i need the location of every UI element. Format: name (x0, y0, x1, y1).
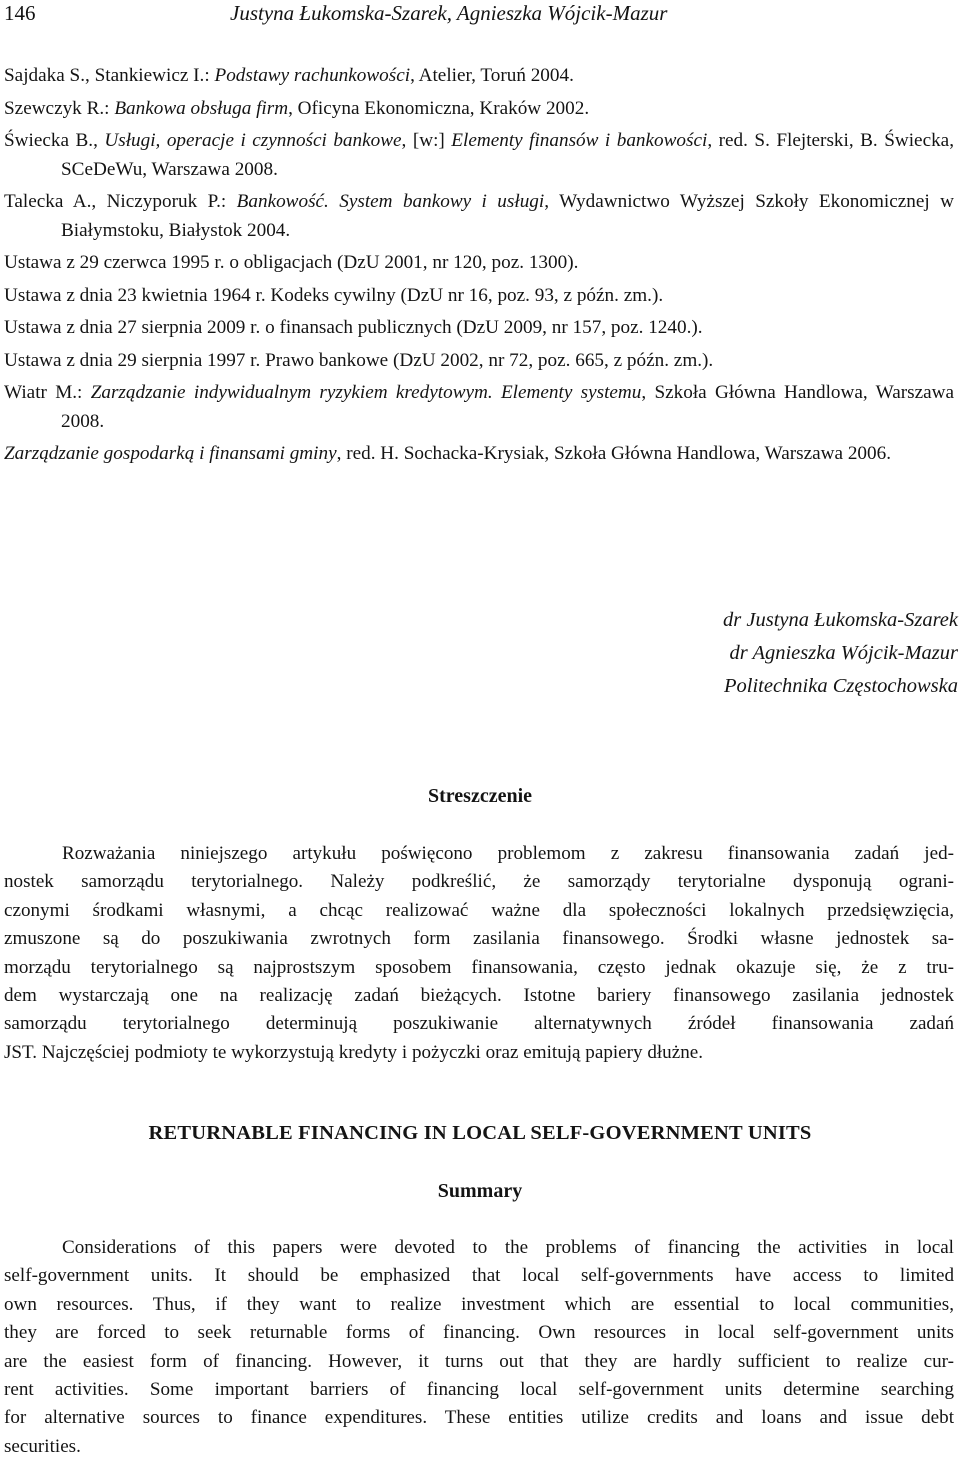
text-line: nostek samorządu terytorialnego. Należy podkreślić, że samorządy terytorialne dysponują ograni- (4, 871, 954, 893)
text-line: Considerations of this papers were devoted to the problems of financing the activities in local (62, 1237, 954, 1258)
author-name: dr Agnieszka Wójcik-Mazur (729, 642, 958, 664)
bibliography (4, 62, 954, 473)
summary-heading: Summary (437, 1180, 523, 1202)
institution-name: Politechnika Częstochowska (724, 675, 958, 697)
text-line: for alternative sources to finance expenditures. These entities utilize credits and loans and issue debt (4, 1407, 954, 1429)
page-number: 146 (4, 1, 36, 25)
summary-english (4, 1234, 954, 1461)
text-line: own resources. Thus, if they want to realize investment which are essential to local communities, (4, 1293, 954, 1315)
text-line: morządu terytorialnego są najprostszym sposobem finansowania, często jednak okazuje się, że z tru- (4, 956, 954, 978)
text-line: rent activities. Some important barriers of financing local self-government units determine searching (4, 1379, 954, 1401)
header-authors: Justyna Łukomska-Szarek, Agnieszka Wójcik-Mazur (230, 1, 668, 25)
text-line: they are forced to seek returnable forms of financing. Own resources in local self-government units (4, 1322, 954, 1344)
text-line: JST. Najczęściej podmioty te wykorzystują kredyty i pożyczki oraz emitują papiery dłużne. (4, 1041, 703, 1063)
reference-item: Ustawa z 29 czerwca 1995 r. o obligacjach (DzU 2001, nr 120, poz. 1300). (4, 252, 579, 273)
reference-item: Świecka B., Usługi, operacje i czynności bankowe, [w:] Elementy finansów i bankowości, red. S. Flejterski, B. Świecka, SCeDeWu, Warszawa 2008. (4, 130, 954, 180)
text-line: zmuszone są do poszukiwania zwrotnych form zasilania finansowego. Środki własne jednostek sa- (4, 928, 954, 950)
text-line: samorządu terytorialnego determinują poszukiwanie alternatywnych źródeł finansowania zadań (4, 1013, 954, 1035)
author-name: dr Justyna Łukomska-Szarek (723, 609, 958, 631)
abstract-heading: Streszczenie (427, 785, 533, 807)
reference-item: Wiatr M.: Zarządzanie indywidualnym ryzykiem kredytowym. Elementy systemu, Szkoła Główna Handlowa, Warszawa 2008. (4, 382, 954, 432)
text-line: are the easiest form of financing. However, it turns out that they are hardly sufficient to realize cur- (4, 1350, 954, 1372)
author-affiliation (723, 604, 958, 703)
text-line: Rozważania niniejszego artykułu poświęcono problemom z zakresu finansowania zadań jed- (62, 843, 954, 864)
reference-item: Ustawa z dnia 29 sierpnia 1997 r. Prawo bankowe (DzU 2002, nr 72, poz. 665, z późn. zm.). (4, 349, 714, 371)
text-line: czonymi środkami własnymi, a chcąc realizować ważne dla społeczności lokalnych przedsięwzięcia, (4, 899, 954, 921)
english-title: RETURNABLE FINANCING IN LOCAL SELF-GOVERNMENT UNITS (148, 1122, 812, 1144)
reference-item: Talecka A., Niczyporuk P.: Bankowość. System bankowy i usługi, Wydawnictwo Wyższej Szkoły Ekonomicznej w Białymstoku, Białystok 2004. (4, 191, 954, 241)
text-line: dem wystarczają one na realizację zadań bieżących. Istotne bariery finansowego zasilania jednostek (4, 985, 954, 1007)
running-header (4, 0, 954, 26)
abstract-polish (4, 840, 954, 1067)
reference-item: Sajdaka S., Stankiewicz I.: Podstawy rachunkowości, Atelier, Toruń 2004. (4, 65, 574, 86)
reference-item: Ustawa z dnia 23 kwietnia 1964 r. Kodeks cywilny (DzU nr 16, poz. 93, z późn. zm.). (4, 284, 664, 306)
reference-item: Zarządzanie gospodarką i finansami gminy, red. H. Sochacka-Krysiak, Szkoła Główna Handlowa, Warszawa 2006. (4, 443, 891, 464)
text-line: self-government units. It should be emphasized that local self-governments have access to limited (4, 1265, 954, 1287)
reference-item: Ustawa z dnia 27 sierpnia 2009 r. o finansach publicznych (DzU 2009, nr 157, poz. 1240.). (4, 317, 703, 338)
reference-item: Szewczyk R.: Bankowa obsługa firm, Oficyna Ekonomiczna, Kraków 2002. (4, 97, 590, 119)
text-line: securities. (4, 1435, 81, 1457)
